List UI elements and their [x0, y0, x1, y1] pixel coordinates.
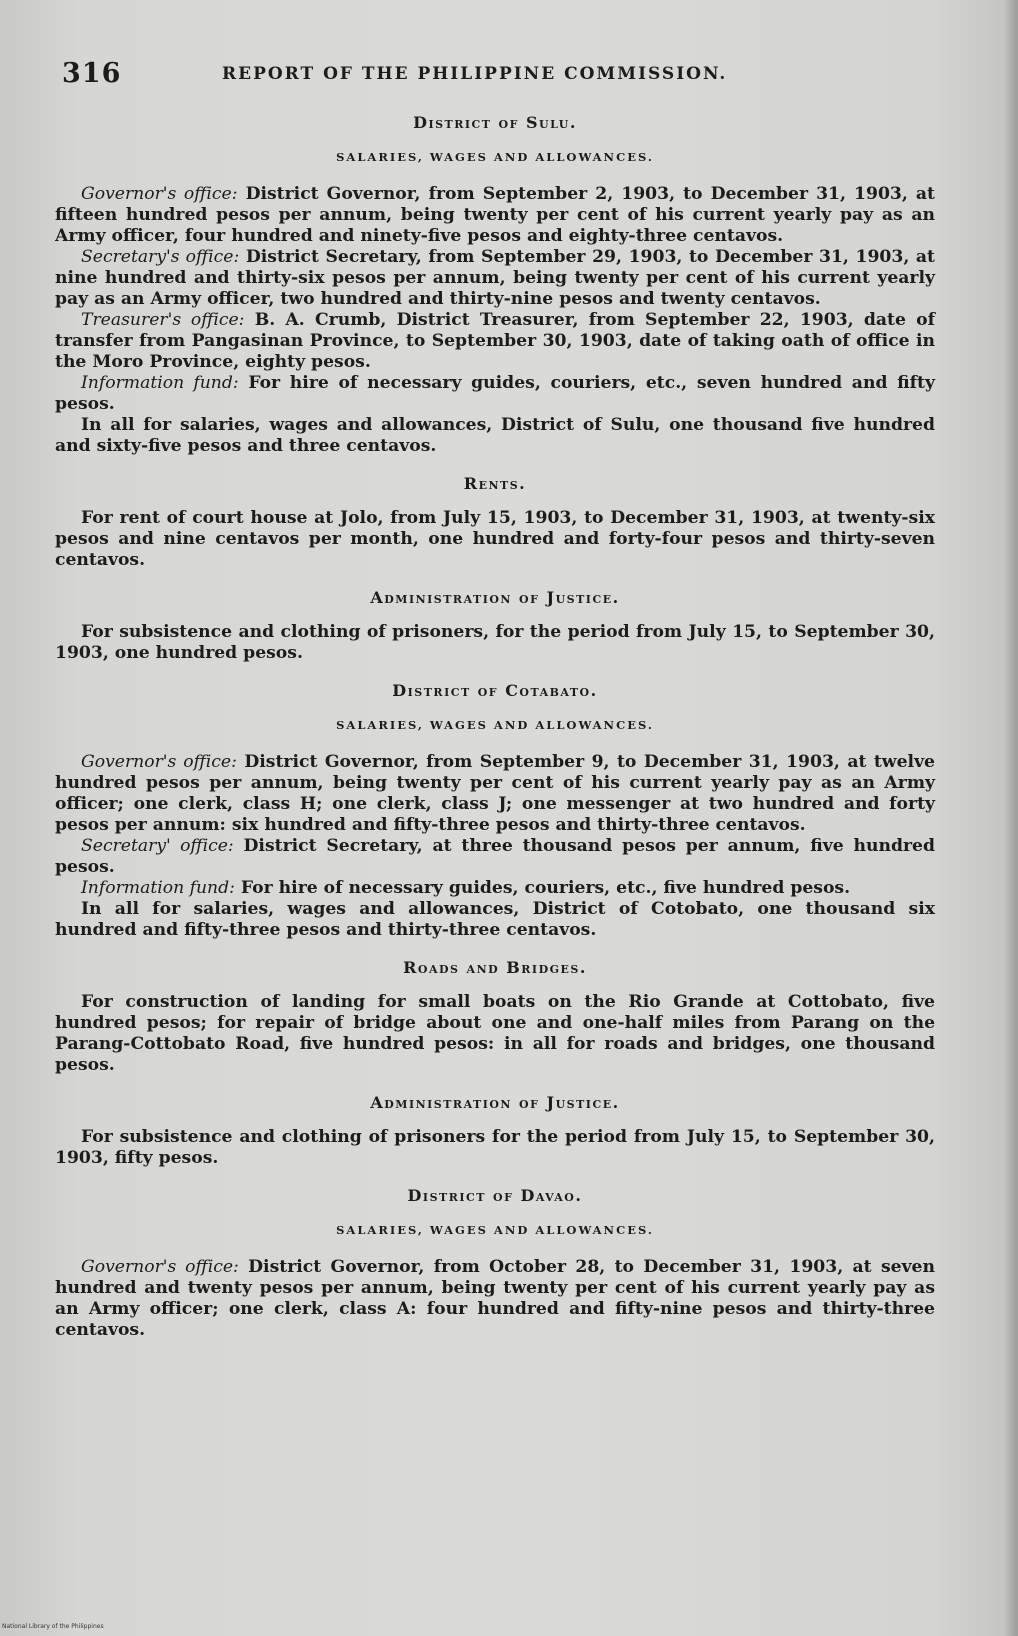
section-heading-cotabato-justice: Administration of Justice. — [370, 1093, 620, 1112]
subheading-cotabato-salaries: SALARIES, WAGES AND ALLOWANCES. — [336, 718, 654, 732]
subheading-davao-salaries: SALARIES, WAGES AND ALLOWANCES. — [336, 1223, 654, 1237]
paragraph-cotabato-total: In all for salaries, wages and allowances, District of Cotobato, one thousand six hundred and fifty-three pesos and thirty-three centavos. — [55, 899, 935, 940]
paragraph-text: District Governor, from October 28, to December 31, 1903, at seven hundred and twenty pesos per annum, being twenty per cent of his current yearly pay as an Army officer; one clerk, class A: four hundred and fifty-nine pesos and thirty-three centavos. — [55, 1257, 935, 1340]
paragraph-sulu-rents: For rent of court house at Jolo, from July 15, 1903, to December 31, 1903, at twenty-six pesos and nine centavos per month, one hundred and forty-four pesos and thirty-seven centavos. — [55, 508, 935, 570]
section-heading-davao: District of Davao. — [407, 1186, 583, 1205]
paragraph-text: For hire of necessary guides, couriers, etc., five hundred pesos. — [234, 878, 851, 898]
lead-label: Information fund: — [81, 878, 235, 898]
section-heading-rents: Rents. — [463, 474, 527, 493]
paragraph-sulu-treasurer — [55, 310, 935, 373]
paragraph-cotabato-governor — [55, 752, 935, 836]
paragraph-cotabato-information-fund — [55, 878, 935, 899]
paragraph-cotabato-secretary — [55, 836, 935, 878]
paragraph-text: For hire of necessary guides, couriers, etc., seven hundred and fifty pesos. — [55, 373, 935, 414]
paragraph-sulu-secretary — [55, 247, 935, 310]
paragraph-sulu-total: In all for salaries, wages and allowances, District of Sulu, one thousand five hundred and sixty-five pesos and three centavos. — [55, 415, 935, 456]
page-body — [55, 112, 935, 1341]
running-head: REPORT OF THE PHILIPPINE COMMISSION. — [222, 64, 728, 84]
paragraph-sulu-justice: For subsistence and clothing of prisoners, for the period from July 15, to September 30, 1903, one hundred pesos. — [55, 622, 935, 663]
section-heading-sulu: District of Sulu. — [413, 113, 577, 132]
lead-label: Secretary's office: — [81, 247, 240, 267]
paragraph-text: District Secretary, from September 29, 1903, to December 31, 1903, at nine hundred and thirty-six pesos per annum, being twenty per cent of his current yearly pay as an Army officer, two hundred and thirty-nine pesos and twenty centavos. — [55, 247, 935, 309]
page-spine-shadow — [1004, 0, 1018, 1636]
paragraph-sulu-information-fund — [55, 373, 935, 415]
paragraph-sulu-governor — [55, 184, 935, 247]
subheading-sulu-salaries: SALARIES, WAGES AND ALLOWANCES. — [336, 150, 654, 164]
section-heading-sulu-justice: Administration of Justice. — [370, 588, 620, 607]
paragraph-cotabato-roads: For construction of landing for small boats on the Rio Grande at Cottobato, five hundred pesos; for repair of bridge about one and one-half miles from Parang on the Parang-Cottobato Road, five hundred pesos: in all for roads and bridges, one thousand pesos. — [55, 992, 935, 1075]
lead-label: Information fund: — [81, 373, 239, 393]
paragraph-text: District Secretary, at three thousand pesos per annum, five hundred pesos. — [55, 836, 935, 877]
paragraph-text: B. A. Crumb, District Treasurer, from September 22, 1903, date of transfer from Pangasinan Province, to September 30, 1903, date of taking oath of office in the Moro Province, eighty pesos. — [55, 310, 935, 372]
lead-label: Treasurer's office: — [81, 310, 245, 330]
paragraph-text: District Governor, from September 9, to December 31, 1903, at twelve hundred pesos per annum, being twenty per cent of his current yearly pay as an Army officer; one clerk, class H; one clerk, class J; one messenger at two hundred and forty pesos per annum: six hundred and fifty-three pesos and thirty-three centavos. — [55, 752, 935, 835]
paragraph-cotabato-justice: For subsistence and clothing of prisoners for the period from July 15, to September 30, 1903, fifty pesos. — [55, 1127, 935, 1168]
section-heading-roads: Roads and Bridges. — [403, 958, 587, 977]
paragraph-davao-governor — [55, 1257, 935, 1341]
lead-label: Governor's office: — [81, 1257, 239, 1277]
page-header — [62, 58, 942, 88]
footer-credit: National Library of the Philippines — [2, 1623, 104, 1630]
lead-label: Governor's office: — [81, 752, 237, 772]
lead-label: Governor's office: — [81, 184, 238, 204]
lead-label: Secretary' office: — [81, 836, 234, 856]
page-number: 316 — [62, 58, 122, 89]
paragraph-text: District Governor, from September 2, 1903, to December 31, 1903, at fifteen hundred pesos per annum, being twenty per cent of his current yearly pay as an Army officer, four hundred and ninety-five pesos and eighty-three centavos. — [55, 184, 935, 246]
section-heading-cotabato: District of Cotabato. — [392, 681, 598, 700]
